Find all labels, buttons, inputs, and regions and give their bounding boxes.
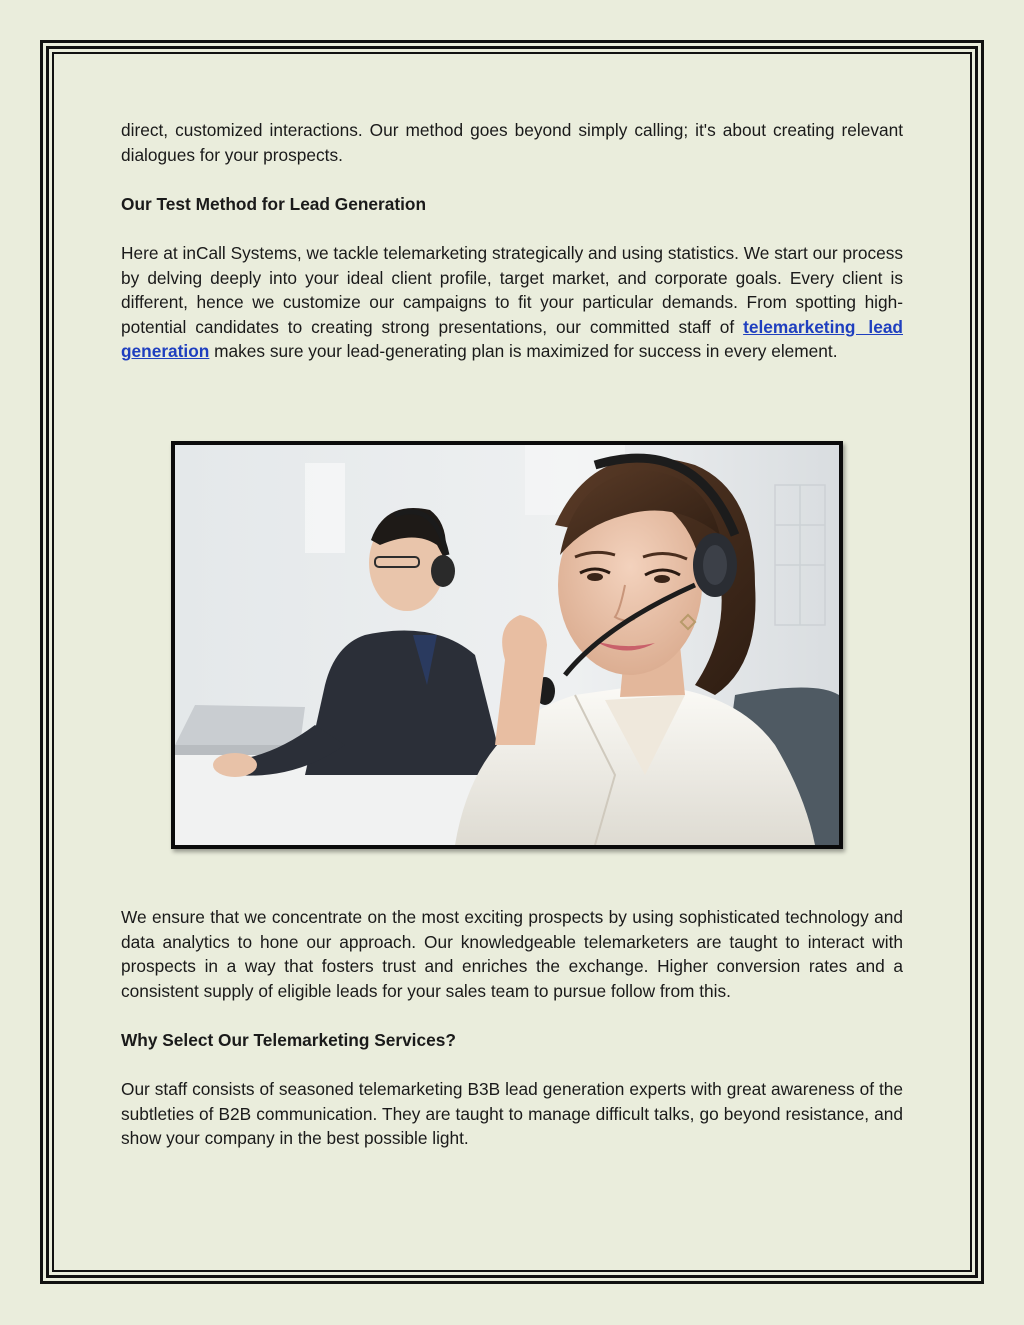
call-center-photo (171, 441, 843, 849)
paragraph-text-after-link: makes sure your lead-generating plan is maximized for success in every element. (209, 341, 838, 362)
section-paragraph-test-method (121, 241, 903, 364)
section-paragraph-why-select: Our staff consists of seasoned telemarketing B3B lead generation experts with great awareness of the subtleties of B2B communication. They are taught to manage difficult talks, go beyond resistance, and show your company in the best possible light. (121, 1079, 903, 1149)
upper-content (121, 118, 903, 364)
section-heading-why-select: Why Select Our Telemarketing Services? (121, 1029, 456, 1050)
intro-paragraph: direct, customized interactions. Our method goes beyond simply calling; it's about creating relevant dialogues for your prospects. (121, 120, 903, 165)
paragraph-text-before-link: Here at inCall Systems, we tackle telemarketing strategically and using statistics. We start our process by delving deeply into your ideal client profile, target market, and corporate goals. Every client is different, hence we customize our campaigns to fit your particular demands. From spotting high-potential candidates to creating strong presentations, our committed staff of (121, 242, 903, 337)
telemarketing-lead-generation-link[interactable]: telemarketing lead generation (121, 316, 903, 362)
call-center-illustration (175, 445, 839, 845)
section-paragraph-technology: We ensure that we concentrate on the most exciting prospects by using sophisticated technology and data analytics to hone our approach. Our knowledgeable telemarketers are taught to interact with prospects in a way that fosters trust and enriches the exchange. Higher conversion rates and a consistent supply of eligible leads for your sales team to pursue follow from this. (121, 907, 903, 1001)
section-heading-test-method: Our Test Method for Lead Generation (121, 193, 427, 214)
lower-content (121, 905, 903, 1151)
